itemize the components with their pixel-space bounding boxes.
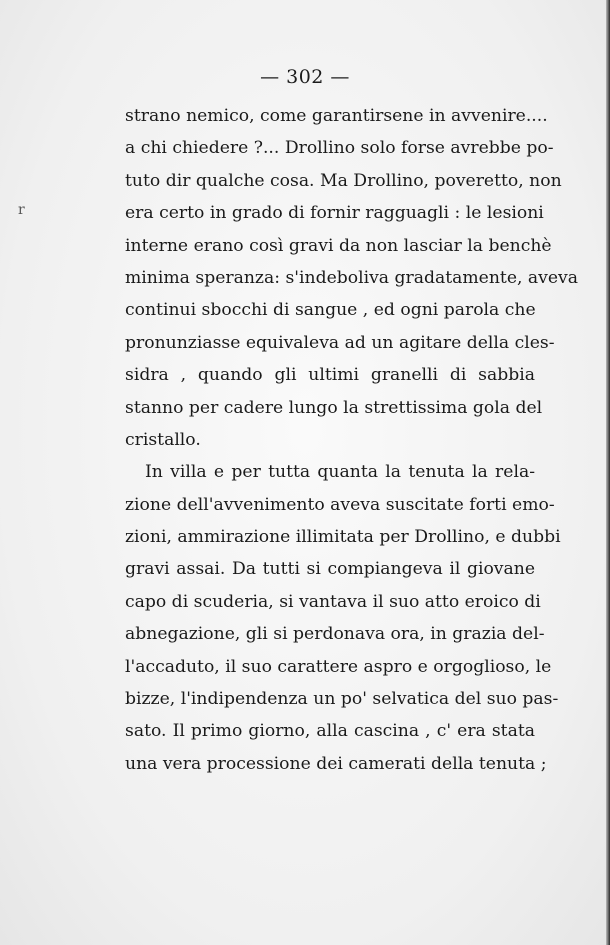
- text-line: bizze, l'indipendenza un po' selvatica del suo pas-: [125, 689, 559, 710]
- text-line: strano nemico, come garantirsene in avvenire....: [125, 106, 548, 126]
- text-line: zione dell'avvenimento aveva suscitate forti emo-: [125, 494, 555, 515]
- page-number: — 302 —: [260, 66, 350, 88]
- text-line: sato. Il primo giorno, alla cascina , c' era stata: [125, 721, 535, 742]
- text-line: interne erano così gravi da non lasciar la benchè: [125, 235, 552, 256]
- text-line: sidra , quando gli ultimi granelli di sabbia: [125, 365, 535, 386]
- text-line: era certo in grado di fornir ragguagli : le lesioni: [125, 203, 544, 224]
- text-line: minima speranza: s'indeboliva gradatamente, aveva: [125, 267, 579, 288]
- paragraph-start-line: In villa e per tutta quanta la tenuta la rela-: [145, 462, 535, 483]
- body-text: [125, 100, 579, 780]
- text-line: una vera processione dei camerati della tenuta ;: [125, 753, 547, 774]
- margin-mark: r: [18, 202, 25, 218]
- text-line: cristallo.: [125, 429, 201, 450]
- page-edge-shadow: [606, 0, 610, 945]
- text-line: abnegazione, gli si perdonava ora, in grazia del-: [125, 624, 545, 645]
- text-line: gravi assai. Da tutti si compiangeva il giovane: [125, 559, 535, 580]
- text-line: zioni, ammirazione illimitata per Drollino, e dubbi: [125, 527, 561, 548]
- text-line: l'accaduto, il suo carattere aspro e orgoglioso, le: [125, 656, 552, 677]
- text-line: tuto dir qualche cosa. Ma Drollino, poveretto, non: [125, 170, 562, 191]
- text-line: continui sbocchi di sangue , ed ogni parola che: [125, 300, 536, 321]
- text-line: pronunziasse equivaleva ad un agitare della cles-: [125, 332, 555, 353]
- text-line: a chi chiedere ?... Drollino solo forse avrebbe po-: [125, 138, 554, 159]
- text-line: stanno per cadere lungo la strettissima gola del: [125, 397, 543, 418]
- text-line: capo di scuderia, si vantava il suo atto eroico di: [125, 591, 541, 612]
